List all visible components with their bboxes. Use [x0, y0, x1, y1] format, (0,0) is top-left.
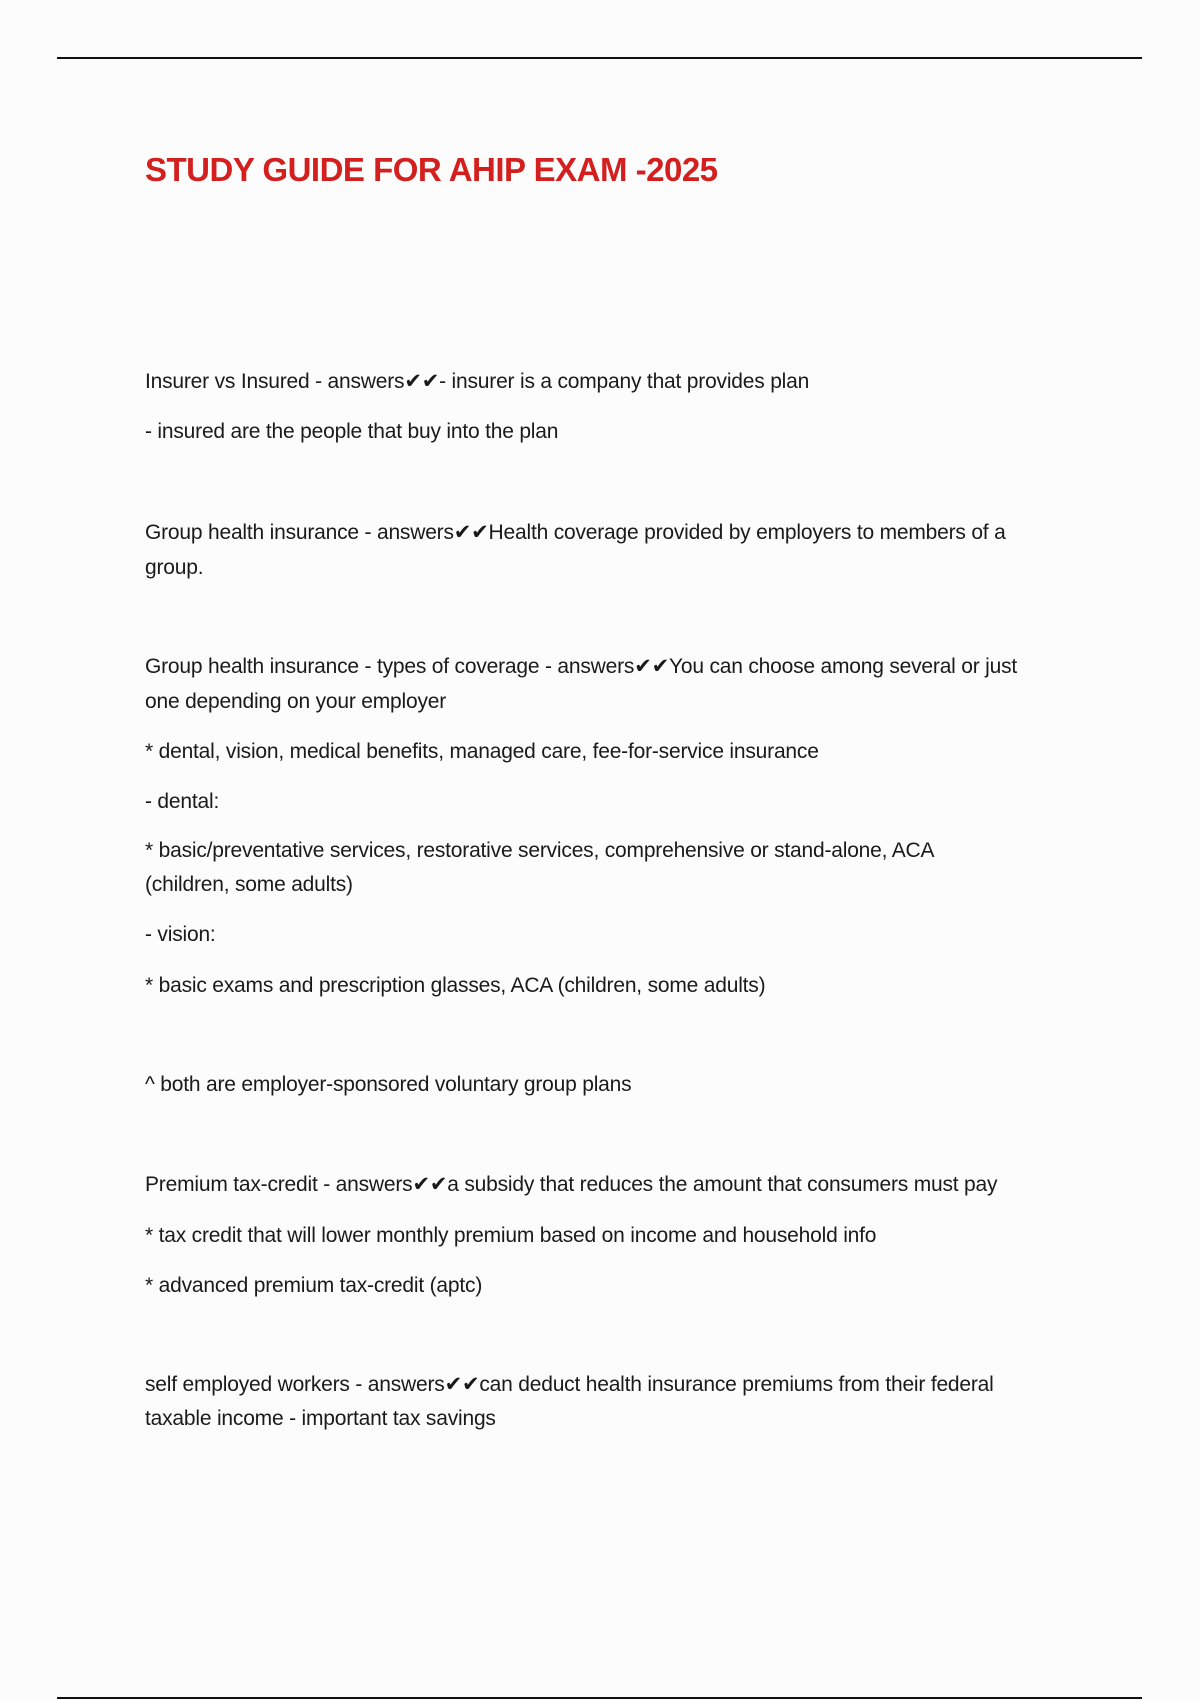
- text-line: taxable income - important tax savings: [145, 1407, 496, 1430]
- text-line: * basic/preventative services, restorative services, comprehensive or stand-alone, ACA: [145, 839, 935, 862]
- text-line: self employed workers - answers✔✔can deduct health insurance premiums from their federal: [145, 1373, 994, 1396]
- text-line: * dental, vision, medical benefits, managed care, fee-for-service insurance: [145, 740, 819, 763]
- text-line: Group health insurance - types of coverage - answers✔✔You can choose among several or just: [145, 655, 1018, 678]
- top-rule: [57, 57, 1142, 59]
- document-title: STUDY GUIDE FOR AHIP EXAM -2025: [145, 151, 718, 188]
- text-line: Premium tax-credit - answers✔✔a subsidy that reduces the amount that consumers must pay: [145, 1173, 998, 1196]
- bottom-rule: [57, 1697, 1142, 1699]
- text-line: * tax credit that will lower monthly premium based on income and household info: [145, 1224, 877, 1247]
- text-line: * advanced premium tax-credit (aptc): [145, 1274, 483, 1297]
- text-line: - insured are the people that buy into the plan: [145, 420, 559, 443]
- text-line: Group health insurance - answers✔✔Health coverage provided by employers to members of a: [145, 521, 1006, 544]
- text-line: - vision:: [145, 923, 216, 946]
- text-line: ^ both are employer-sponsored voluntary group plans: [145, 1073, 632, 1096]
- text-line: Insurer vs Insured - answers✔✔- insurer is a company that provides plan: [145, 370, 810, 393]
- text-line: group.: [145, 556, 204, 579]
- text-line: * basic exams and prescription glasses, ACA (children, some adults): [145, 974, 766, 997]
- text-line: one depending on your employer: [145, 690, 447, 713]
- text-line: (children, some adults): [145, 873, 353, 896]
- text-line: - dental:: [145, 790, 220, 813]
